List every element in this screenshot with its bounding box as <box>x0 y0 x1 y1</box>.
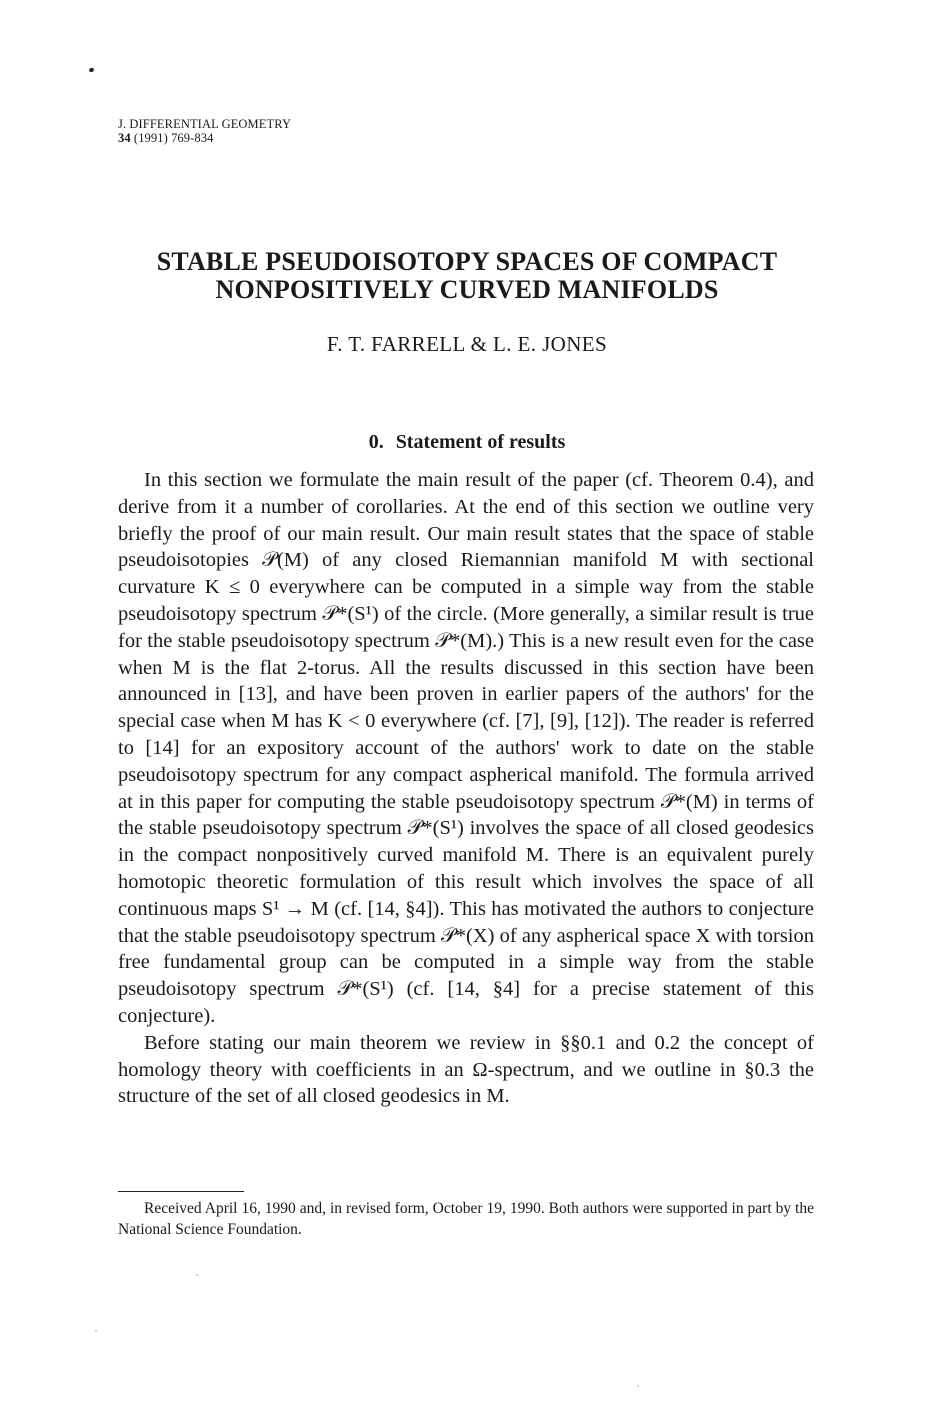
journal-volume-line <box>118 131 291 145</box>
scan-speck <box>196 1274 198 1276</box>
footnote: Received April 16, 1990 and, in revised form, October 19, 1990. Both authors were supported in part by the National Science Foundation. <box>118 1200 814 1238</box>
scan-speck <box>95 1330 97 1332</box>
journal-name: J. DIFFERENTIAL GEOMETRY <box>118 117 292 131</box>
footnote-rule <box>118 1191 244 1192</box>
journal-year-pages: (1991) 769-834 <box>130 131 214 145</box>
body-paragraph-2: Before stating our main theorem we review in §§0.1 and 0.2 the concept of homology theory with coefficients in an Ω-spectrum, and we outline in §0.3 the structure of the set of all closed geodesics in M. <box>118 1031 814 1108</box>
paper-title <box>118 248 816 304</box>
section-body <box>118 467 814 1110</box>
section-title: Statement of results <box>395 431 566 453</box>
scan-speck <box>637 1385 639 1387</box>
paper-title-line-2: NONPOSITIVELY CURVED MANIFOLDS <box>215 275 719 304</box>
journal-volume: 34 <box>118 131 131 145</box>
stray-ink-mark <box>88 67 94 73</box>
journal-header <box>118 117 291 145</box>
paper-authors: F. T. FARRELL & L. E. JONES <box>326 332 608 356</box>
section-number: 0. <box>368 431 384 453</box>
section-heading <box>118 430 816 454</box>
body-paragraph-1: In this section we formulate the main result of the paper (cf. Theorem 0.4), and derive from it a number of corollaries. At the end of this section we outline very briefly the proof of our main result. Our main result states that the space of stable pseudoisotopies 𝒫(M) of any closed Riemannian manifold M with sectional curvature K ≤ 0 everywhere can be computed in a simple way from the stable pseudoisotopy spectrum 𝒫*(S¹) of the circle. (More generally, a similar result is true for the stable pseudoisotopy spectrum 𝒫*(M).) This is a new result even for the case when M is the flat 2-torus. All the results discussed in this section have been announced in [13], and have been proven in earlier papers of the authors' for the special case when M has K < 0 everywhere (cf. [7], [9], [12]). The reader is referred to [14] for an expository account of the authors' work to date on the stable pseudoisotopy spectrum for any compact aspherical manifold. The formula arrived at in this paper for computing the stable pseudoisotopy spectrum 𝒫*(M) in terms of the stable pseudoisotopy spectrum 𝒫*(S¹) involves the space of all closed geodesics in the compact nonpositively curved manifold M. There is an equivalent purely homotopic theoretic formulation of this result which involves the space of all continuous maps S¹ → M (cf. [14, §4]). This has motivated the authors to conjecture that the stable pseudoisotopy spectrum 𝒫*(X) of any aspherical space X with torsion free fundamental group can be computed in a simple way from the stable pseudoisotopy spectrum 𝒫*(S¹) (cf. [14, §4] for a precise statement of this conjecture). <box>118 469 814 1027</box>
paper-title-line-1: STABLE PSEUDOISOTOPY SPACES OF COMPACT <box>156 247 778 276</box>
